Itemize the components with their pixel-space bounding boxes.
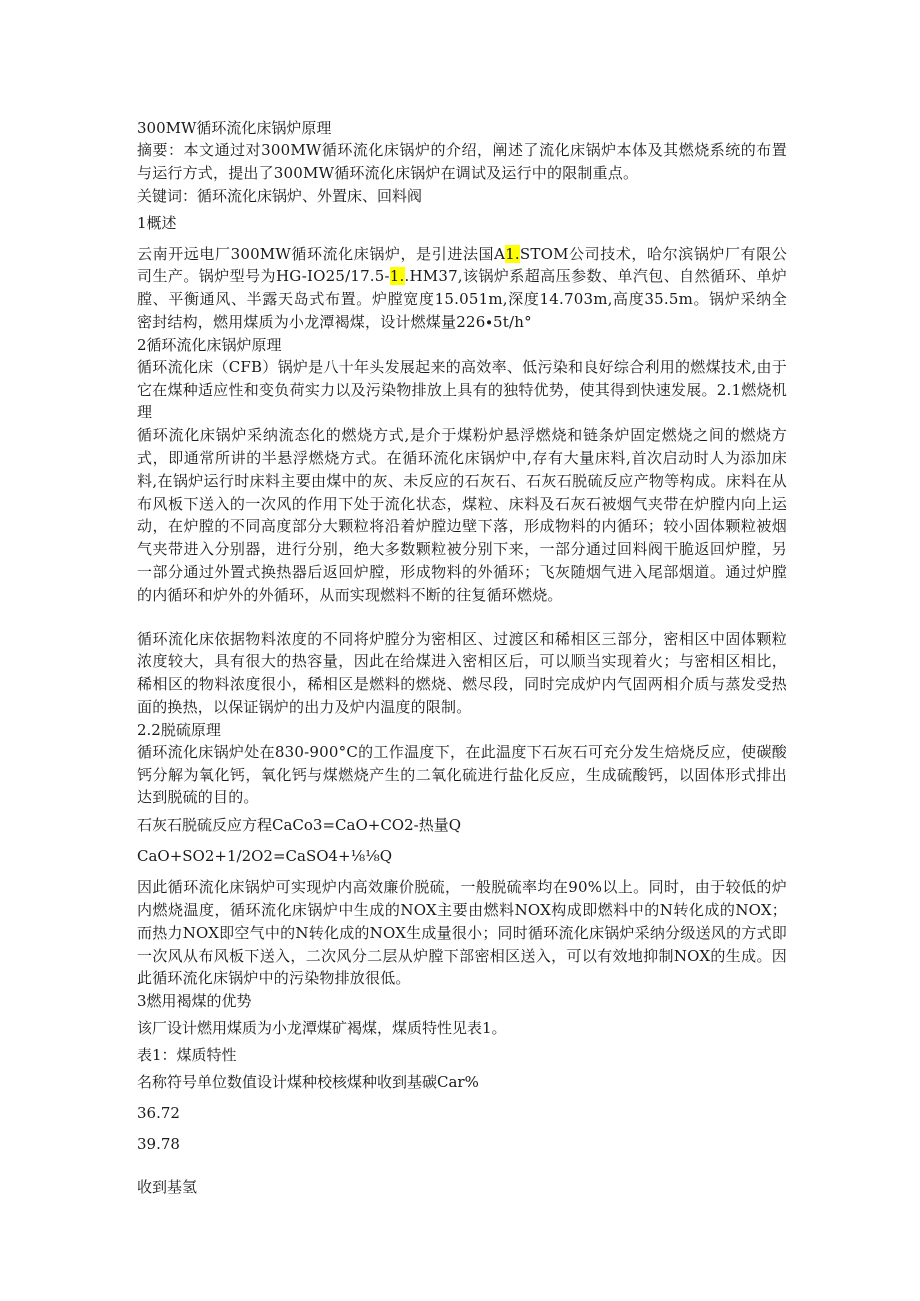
section-2-2-heading: 2.2脱硫原理 (137, 720, 221, 739)
highlight-mark: 1. (389, 267, 405, 286)
s1-text-b: STOM公司技术，哈尔滨锅炉厂有限公司生产。锅炉型号为HG-IO25/17.5- (137, 244, 787, 286)
s1-text-c: .HM37,该锅炉系超高压参数、单汽包、自然循环、单炉膛、平衡通风、半露天岛式布置。炉膛宽度15.051m,深度14.703m,高度35.5m。锅炉采纳全密封结构，燃用煤质为小龙潭褐煤，设计燃煤量226∙5t∕h° (137, 267, 787, 331)
doc-title: 300MW循环流化床锅炉原理 (137, 119, 332, 137)
section-1-heading: 1概述 (137, 213, 177, 232)
document-page (137, 117, 787, 1198)
section-2-2-paragraph-2: 因此循环流化床锅炉可实现炉内高效廉价脱硫，一般脱硫率均在90%以上。同时，由于较低的炉内燃烧温度，循环流化床锅炉中生成的NOX主要由燃料NOX构成即燃料中的N转化成的NOX；而热力NOX即空气中的N转化成的NOX生成量很小；同时循环流化床锅炉采纳分级送风的方式即一次风从布风板下送入，二次风分二层从炉膛下部密相区送入，可以有效地抑制NOX的生成。因此循环流化床锅炉中的污染物排放很低。 (137, 878, 787, 988)
section-3-paragraph: 该厂设计燃用煤质为小龙潭煤矿褐煤，煤质特性见表1。 (137, 1019, 507, 1038)
keywords-line: 关键词：循环流化床锅炉、外置床、回料阀 (137, 186, 423, 205)
section-1-paragraph (137, 243, 787, 334)
table-row-label: 收到基氢 (137, 1178, 198, 1197)
section-2-paragraph-2: 循环流化床锅炉采纳流态化的燃烧方式,是介于煤粉炉悬浮燃烧和链条炉固定燃烧之间的燃烧方式，即通常所讲的半悬浮燃烧方式。在循环流化床锅炉中,存有大量床料,首次启动时人为添加床料,在锅炉运行时床料主要由煤中的灰、未反应的石灰石、石灰石脱硫反应产物等构成。床料在从布风板下送入的一次风的作用下处于流化状态，煤粒、床料及石灰石被烟气夹带在炉膛内向上运动，在炉膛的不同高度部分大颗粒将沿着炉膛边壁下落，形成物料的内循环；较小固体颗粒被烟气夹带进入分别器，进行分别，绝大多数颗粒被分别下来，一部分通过回料阀干脆返回炉膛，另一部分通过外置式换热器后返回炉膛，形成物料的外循环；飞灰随烟气进入尾部烟道。通过炉膛的内循环和炉外的外循环，从而实现燃料不断的往复循环燃烧。 (137, 426, 787, 604)
s1-text-a: 云南开远电厂300MW循环流化床锅炉，是引进法国A (137, 244, 506, 263)
table-caption: 表1：煤质特性 (137, 1046, 237, 1065)
table-value: 36.72 (137, 1104, 180, 1123)
table-value: 39.78 (137, 1135, 180, 1154)
abstract-paragraph: 摘要：本文通过对300MW循环流化床锅炉的介绍，阐述了流化床锅炉本体及其燃烧系统的布置与运行方式，提出了300MW循环流化床锅炉在调试及运行中的限制重点。 (137, 141, 787, 182)
table-header-row: 名称符号单位数值设计煤种校核煤种收到基碳Car% (137, 1073, 479, 1092)
section-2-paragraph-1: 循环流化床（CFB）锅炉是八十年头发展起来的高效率、低污染和良好综合利用的燃煤技术,由于它在煤种适应性和变负荷实力以及污染物排放上具有的独特优势，使其得到快速发展。2.1燃烧机理 (137, 357, 787, 422)
section-2-heading: 2循环流化床锅炉原理 (137, 335, 282, 354)
equation-2: CaO+SO2+1∕2O2=CaSO4+⅛⅛Q (137, 847, 392, 866)
section-2-paragraph-3: 循环流化床依据物料浓度的不同将炉膛分为密相区、过渡区和稀相区三部分，密相区中固体颗粒浓度较大，具有很大的热容量，因此在给煤进入密相区后，可以顺当实现着火；与密相区相比，稀相区的物料浓度很小，稀相区是燃料的燃烧、燃尽段，同时完成炉内气固两相介质与蒸发受热面的换热，以保证锅炉的出力及炉内温度的限制。 (137, 629, 787, 716)
section-2-2-paragraph-1: 循环流化床锅炉处在830-900°C的工作温度下，在此温度下石灰石可充分发生焙烧反应，使碳酸钙分解为氧化钙，氧化钙与煤燃烧产生的二氧化硫进行盐化反应，生成硫酸钙，以固体形式排出达到脱硫的目的。 (137, 742, 787, 807)
highlight-mark: 1. (505, 244, 520, 263)
equation-1: 石灰石脱硫反应方程CaCo3=CaO+CO2-热量Q (137, 816, 462, 835)
section-3-heading: 3燃用褐煤的优势 (137, 992, 252, 1011)
